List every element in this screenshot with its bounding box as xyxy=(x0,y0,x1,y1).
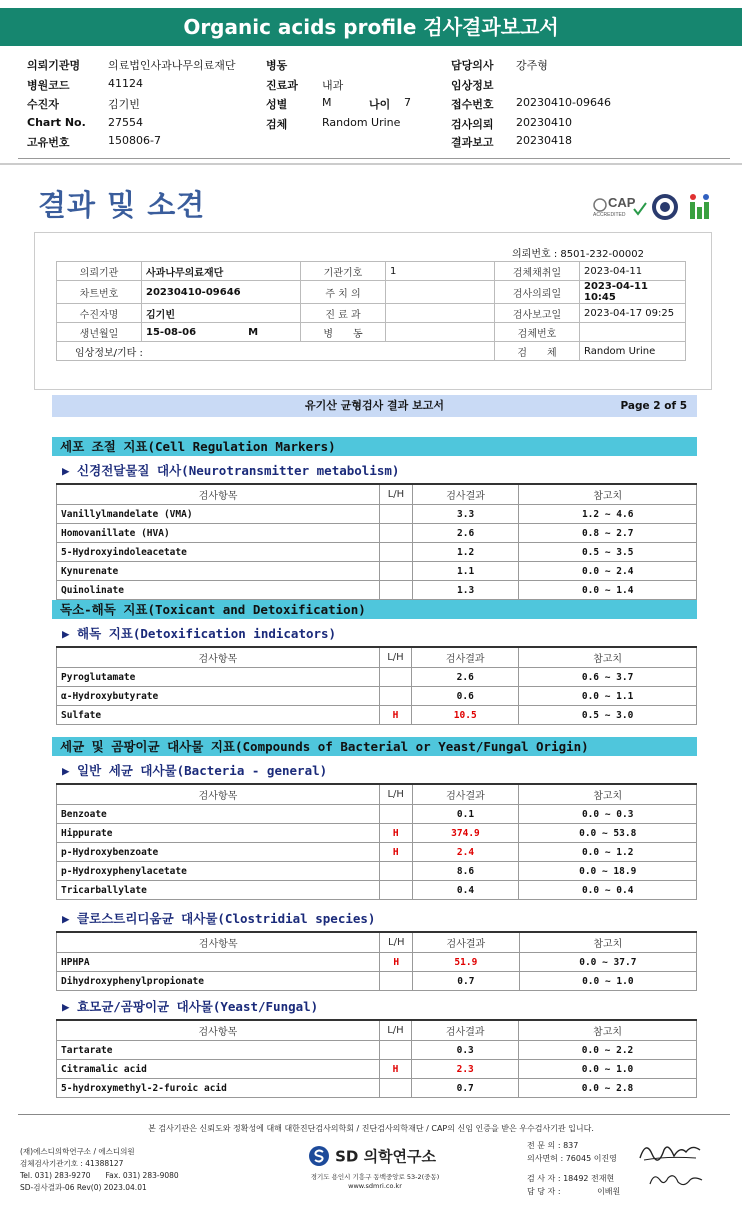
table-row xyxy=(57,687,697,706)
lh-flag xyxy=(380,972,413,991)
info-value: 2023-04-17 09:25 xyxy=(580,304,686,323)
col-header: 검사항목 xyxy=(57,484,380,505)
section-header: 세균 및 곰팡이균 대사물 지표(Compounds of Bacterial or Yeast/Fungal Origin) xyxy=(52,737,697,756)
info-label: 생년월일 xyxy=(57,323,142,342)
lh-flag: H xyxy=(380,953,413,972)
col-header: L/H xyxy=(379,784,412,805)
table-row xyxy=(57,505,697,524)
header-label: 고유번호 xyxy=(27,136,70,149)
header-value: 의료법인사과나무의료재단 xyxy=(108,59,236,72)
test-name: Kynurenate xyxy=(57,562,380,581)
test-name: Tartarate xyxy=(57,1041,380,1060)
result-value: 0.7 xyxy=(412,1079,519,1098)
result-value: 1.2 xyxy=(412,543,519,562)
tester-signature xyxy=(646,1168,706,1194)
lh-flag xyxy=(380,562,413,581)
header-value: 27554 xyxy=(108,116,143,129)
subsection-title: ▶ 효모균/곰팡이균 대사물(Yeast/Fungal) xyxy=(62,999,319,1014)
staff-value: 18492 전재현 xyxy=(563,1174,615,1183)
accreditation-notice: 본 검사기관은 신뢰도와 정확성에 대해 대한진단검사의학회 / 진단검사의학재단 / CAP의 신임 인증을 받은 우수검사기관 입니다. xyxy=(148,1124,594,1133)
result-value: 2.6 xyxy=(412,524,519,543)
reference-range: 0.0 ~ 2.2 xyxy=(519,1041,697,1060)
table-row xyxy=(57,953,697,972)
info-label: 진 료 과 xyxy=(301,304,386,323)
sex-value: M xyxy=(248,326,259,338)
header-value: Random Urine xyxy=(322,116,401,129)
results-heading: 결과 및 소견 xyxy=(38,188,206,222)
col-header: 검사항목 xyxy=(57,784,380,805)
header-label: 임상정보 xyxy=(451,79,494,92)
result-value: 374.9 xyxy=(412,824,519,843)
lh-flag xyxy=(379,881,412,900)
reference-range: 0.0 ~ 1.4 xyxy=(519,581,697,600)
table-row xyxy=(57,972,697,991)
header-value: M xyxy=(322,96,332,109)
table-row xyxy=(57,805,697,824)
result-value: 0.6 xyxy=(412,687,519,706)
lh-flag: H xyxy=(379,1060,412,1079)
header-value: 내과 xyxy=(322,79,344,92)
staff-label: 전 문 의 : xyxy=(527,1141,561,1150)
col-header: 검사항목 xyxy=(57,1020,380,1041)
info-label: 검사의뢰일 xyxy=(495,281,580,304)
reference-range: 0.5 ~ 3.5 xyxy=(519,543,697,562)
header-divider xyxy=(18,158,730,159)
result-value: 1.1 xyxy=(412,562,519,581)
lh-flag: H xyxy=(379,843,412,862)
lh-flag xyxy=(379,805,412,824)
info-value: 김기빈 xyxy=(142,304,301,323)
col-header: 검사결과 xyxy=(412,1020,519,1041)
test-name: Vanillylmandelate (VMA) xyxy=(57,505,380,524)
result-value: 0.4 xyxy=(412,881,519,900)
header-label: 결과보고 xyxy=(451,136,494,149)
header-label: 검사의뢰 xyxy=(451,118,494,131)
results-table xyxy=(56,483,697,600)
address: 경기도 용인시 기흥구 동백중앙로 53-2(중동) xyxy=(310,1173,440,1181)
header-value: 150806-7 xyxy=(108,134,161,147)
result-value: 0.1 xyxy=(412,805,519,824)
reference-range: 1.2 ~ 4.6 xyxy=(519,505,697,524)
header-value: 김기빈 xyxy=(108,98,140,111)
result-value: 0.3 xyxy=(412,1041,519,1060)
info-label: 검 체 xyxy=(495,342,580,361)
table-row xyxy=(57,543,697,562)
header-value: 강주형 xyxy=(516,59,548,72)
header-label: 성별 xyxy=(266,98,288,111)
reference-range: 0.5 ~ 3.0 xyxy=(519,706,697,725)
reference-range: 0.0 ~ 18.9 xyxy=(519,862,697,881)
lh-flag xyxy=(379,687,412,706)
lh-flag xyxy=(379,1079,412,1098)
test-name: p-Hydroxybenzoate xyxy=(57,843,380,862)
lh-flag: H xyxy=(379,824,412,843)
test-name: Tricarballylate xyxy=(57,881,380,900)
results-table xyxy=(56,1019,697,1098)
col-header: L/H xyxy=(380,484,413,505)
info-label: 검체채취일 xyxy=(495,262,580,281)
header-label: 검체 xyxy=(266,118,288,131)
test-name: Benzoate xyxy=(57,805,380,824)
info-label: 검체번호 xyxy=(495,323,580,342)
col-header: 참고치 xyxy=(519,932,696,953)
website: www.sdmri.co.kr xyxy=(348,1182,402,1190)
test-name: Sulfate xyxy=(57,706,380,725)
page-indicator: Page 2 of 5 xyxy=(620,400,687,412)
header-label: 병동 xyxy=(266,59,288,72)
result-value: 51.9 xyxy=(413,953,520,972)
col-header: 검사결과 xyxy=(413,932,520,953)
info-label: 차트번호 xyxy=(57,281,142,304)
subsection-title: ▶ 일반 세균 대사물(Bacteria - general) xyxy=(62,763,328,778)
footer-org-info xyxy=(20,1146,179,1194)
reference-range: 0.0 ~ 2.4 xyxy=(519,562,697,581)
staff-value: 이배원 xyxy=(597,1187,621,1196)
header-value: 20230410 xyxy=(516,116,572,129)
result-value: 2.6 xyxy=(412,668,519,687)
results-table xyxy=(56,931,697,991)
sd-logo-icon xyxy=(308,1145,330,1167)
info-value: Random Urine xyxy=(580,342,686,361)
test-name: HPHPA xyxy=(57,953,380,972)
doctor-signature xyxy=(636,1136,706,1170)
header-label: 진료과 xyxy=(266,79,298,92)
lh-flag xyxy=(379,1041,412,1060)
table-row xyxy=(57,881,697,900)
reference-range: 0.0 ~ 0.4 xyxy=(519,881,697,900)
header-label: 수진자 xyxy=(27,98,59,111)
result-value: 1.3 xyxy=(412,581,519,600)
reference-range: 0.0 ~ 53.8 xyxy=(519,824,697,843)
col-header: 검사항목 xyxy=(57,647,380,668)
table-row xyxy=(57,824,697,843)
result-value: 2.3 xyxy=(412,1060,519,1079)
reference-range: 0.0 ~ 37.7 xyxy=(519,953,696,972)
col-header: 참고치 xyxy=(519,647,697,668)
info-value xyxy=(386,281,495,304)
header-value: 20230418 xyxy=(516,134,572,147)
shadow-divider xyxy=(0,163,742,165)
col-header: 참고치 xyxy=(519,1020,697,1041)
lh-flag xyxy=(380,581,413,600)
staff-label: 의사면허 : xyxy=(527,1154,564,1163)
info-value: 2023-04-11 10:45 xyxy=(580,281,686,304)
info-value: 2023-04-11 xyxy=(580,262,686,281)
report-title: 유기산 균형검사 결과 보고서 xyxy=(305,399,444,412)
subsection-title: ▶ 클로스트리디움균 대사물(Clostridial species) xyxy=(62,911,376,926)
lh-flag xyxy=(379,668,412,687)
reference-range: 0.6 ~ 3.7 xyxy=(519,668,697,687)
info-label: 검사보고일 xyxy=(495,304,580,323)
staff-label: 검 사 자 : xyxy=(527,1174,561,1183)
test-name: Dihydroxyphenylpropionate xyxy=(57,972,380,991)
col-header: 참고치 xyxy=(519,784,697,805)
lh-flag xyxy=(380,543,413,562)
lab-logo xyxy=(687,193,713,225)
staff-value: 76045 이진영 xyxy=(565,1154,617,1163)
header-label: 접수번호 xyxy=(451,98,494,111)
col-header: 검사결과 xyxy=(412,784,519,805)
subsection-title: ▶ 신경전달물질 대사(Neurotransmitter metabolism) xyxy=(62,463,400,478)
lh-flag xyxy=(379,862,412,881)
info-value xyxy=(142,323,301,342)
test-name: Pyroglutamate xyxy=(57,668,380,687)
info-value: 20230410-09646 xyxy=(142,281,301,304)
col-header: 검사결과 xyxy=(412,484,519,505)
section-header: 독소-해독 지표(Toxicant and Detoxification) xyxy=(52,600,697,619)
col-header: 검사결과 xyxy=(412,647,519,668)
reference-range: 0.0 ~ 0.3 xyxy=(519,805,697,824)
lh-flag xyxy=(380,505,413,524)
info-label: 주 치 의 xyxy=(301,281,386,304)
info-label: 병 동 xyxy=(301,323,386,342)
cap-text: CAP xyxy=(608,195,636,210)
request-number: 의뢰번호 : 8501-232-00002 xyxy=(512,249,644,260)
sd-brand: SD 의학연구소 xyxy=(335,1147,437,1166)
table-row xyxy=(57,1060,697,1079)
info-value xyxy=(580,323,686,342)
table-row xyxy=(57,562,697,581)
reference-range: 0.0 ~ 1.0 xyxy=(519,972,696,991)
results-table xyxy=(56,646,697,725)
org-code: 검체검사기관기호 : 41388127 xyxy=(20,1159,124,1168)
info-label: 수진자명 xyxy=(57,304,142,323)
seal-logo xyxy=(651,193,679,225)
result-value: 10.5 xyxy=(412,706,519,725)
col-header: L/H xyxy=(379,1020,412,1041)
header-value: 20230410-09646 xyxy=(516,96,611,109)
report-band xyxy=(52,395,697,417)
age-value: 7 xyxy=(404,96,411,109)
result-value: 0.7 xyxy=(413,972,520,991)
reference-range: 0.0 ~ 1.1 xyxy=(519,687,697,706)
table-row xyxy=(57,1041,697,1060)
test-name: Citramalic acid xyxy=(57,1060,380,1079)
info-label: 의뢰기관 xyxy=(57,262,142,281)
col-header: 참고치 xyxy=(519,484,697,505)
reference-range: 0.0 ~ 2.8 xyxy=(519,1079,697,1098)
table-row xyxy=(57,843,697,862)
test-name: Homovanillate (HVA) xyxy=(57,524,380,543)
sd-logo xyxy=(308,1145,444,1167)
subsection-title: ▶ 해독 지표(Detoxification indicators) xyxy=(62,626,337,641)
header-label: Chart No. xyxy=(27,116,86,129)
test-name: α-Hydroxybutyrate xyxy=(57,687,380,706)
org-contact: Tel. 031) 283-9270 Fax. 031) 283-9080 xyxy=(20,1171,179,1180)
staff-value: 837 xyxy=(563,1141,579,1150)
request-info-table xyxy=(56,261,686,361)
header-value: 41124 xyxy=(108,77,143,90)
cap-accredited: ACCREDITED xyxy=(593,212,626,218)
age-label: 나이 xyxy=(369,98,391,111)
org-name: (재)에스디의학연구소 / 에스디의원 xyxy=(20,1147,135,1156)
section-header: 세포 조절 지표(Cell Regulation Markers) xyxy=(52,437,697,456)
doc-version: SD-검사결과-06 Rev(0) 2023.04.01 xyxy=(20,1183,147,1192)
results-table xyxy=(56,783,697,900)
info-value: 1 xyxy=(386,262,495,281)
staff-info xyxy=(527,1139,620,1198)
test-name: Hippurate xyxy=(57,824,380,843)
test-name: p-Hydroxyphenylacetate xyxy=(57,862,380,881)
test-name: 5-Hydroxyindoleacetate xyxy=(57,543,380,562)
test-name: 5-hydroxymethyl-2-furoic acid xyxy=(57,1079,380,1098)
info-label: 기관기호 xyxy=(301,262,386,281)
table-row xyxy=(57,581,697,600)
info-value xyxy=(386,304,495,323)
table-row xyxy=(57,668,697,687)
birthdate: 15-08-06 xyxy=(146,326,197,338)
reference-range: 0.8 ~ 2.7 xyxy=(519,524,697,543)
table-row xyxy=(57,524,697,543)
reference-range: 0.0 ~ 1.0 xyxy=(519,1060,697,1079)
info-value xyxy=(386,323,495,342)
reference-range: 0.0 ~ 1.2 xyxy=(519,843,697,862)
table-row xyxy=(57,1079,697,1098)
result-value: 2.4 xyxy=(412,843,519,862)
header-label: 의뢰기관명 xyxy=(27,59,81,72)
test-name: Quinolinate xyxy=(57,581,380,600)
staff-label: 담 당 자 : xyxy=(527,1187,561,1196)
report-title-bar: Organic acids profile 검사결과보고서 xyxy=(0,8,742,46)
col-header: 검사항목 xyxy=(57,932,380,953)
header-label: 담당의사 xyxy=(451,59,494,72)
lh-flag: H xyxy=(379,706,412,725)
table-row xyxy=(57,706,697,725)
lh-flag xyxy=(380,524,413,543)
result-value: 3.3 xyxy=(412,505,519,524)
header-label: 병원코드 xyxy=(27,79,70,92)
cap-logo xyxy=(590,193,648,223)
footer-divider xyxy=(18,1114,730,1115)
result-value: 8.6 xyxy=(412,862,519,881)
clinical-info: 임상정보/기타 : xyxy=(57,342,495,361)
col-header: L/H xyxy=(379,647,412,668)
info-value: 사과나무의료재단 xyxy=(142,262,301,281)
col-header: L/H xyxy=(380,932,413,953)
table-row xyxy=(57,862,697,881)
